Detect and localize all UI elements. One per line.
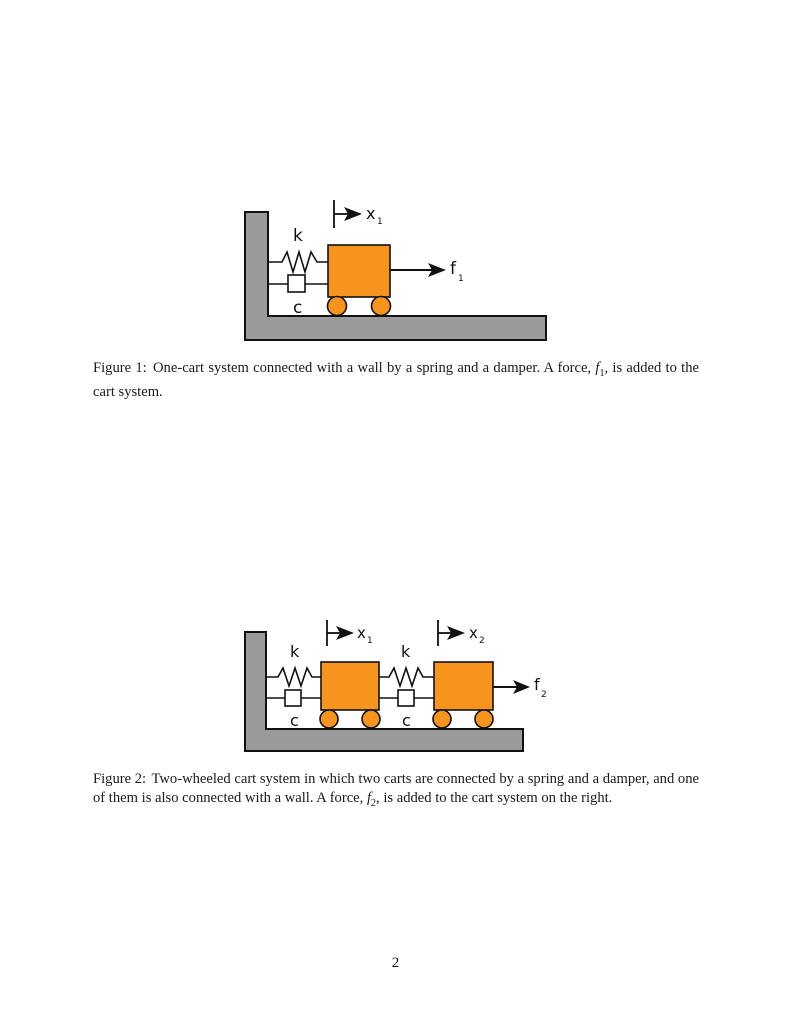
caption-text: Two-wheeled cart system in which two carts are connected by a spring and a damper, and one of them is also connected with a wall. A force, (93, 771, 699, 806)
force-arrow (390, 263, 446, 277)
f1-label: f (450, 259, 456, 279)
figure-2-diagram (0, 600, 791, 760)
x1-subscript: 1 (367, 636, 373, 646)
caption-label: Figure 1: (93, 360, 147, 376)
spring-label: k (293, 226, 303, 246)
displacement-marker (334, 200, 362, 228)
displacement-marker (327, 620, 354, 646)
damper (268, 275, 328, 292)
cart (328, 245, 390, 297)
caption-force-sub: 2 (371, 797, 377, 809)
caption-text: , is added to the cart system. (93, 360, 699, 400)
figure-1-caption (93, 359, 699, 402)
wheel (433, 710, 451, 728)
x2-subscript: 2 (479, 636, 485, 646)
caption-force: f (366, 790, 372, 806)
wheel (328, 297, 347, 316)
f2-label: f (534, 675, 540, 694)
wheel (475, 710, 493, 728)
caption-text: One-cart system connected with a wall by a spring and a damper. A force, (153, 360, 592, 376)
cart (321, 662, 379, 710)
f2-subscript: 2 (541, 690, 547, 700)
spring-label: k (401, 642, 411, 661)
spring-label: k (290, 642, 300, 661)
x1-subscript: 1 (377, 217, 383, 227)
wheel (320, 710, 338, 728)
caption-text: , is added to the cart system on the right. (376, 790, 613, 806)
figure-2-caption (93, 770, 699, 813)
spring (268, 252, 328, 272)
displacement-marker (438, 620, 465, 646)
x2-label: x (469, 624, 478, 642)
damper (266, 690, 321, 706)
damper (379, 690, 434, 706)
x1-label: x (357, 624, 366, 642)
figure-1-diagram (0, 0, 791, 360)
f1-subscript: 1 (458, 274, 464, 284)
caption-force-sub: 1 (599, 367, 605, 379)
force-arrow (493, 680, 530, 694)
cart (434, 662, 493, 710)
damper-label: c (290, 711, 299, 730)
caption-label: Figure 2: (93, 771, 147, 787)
caption-force: f (595, 360, 600, 376)
page-number: 2 (391, 955, 400, 971)
x1-label: x (366, 204, 376, 223)
damper-label: c (402, 711, 411, 730)
damper-label: c (293, 298, 303, 318)
wheel (372, 297, 391, 316)
wheel (362, 710, 380, 728)
spring (379, 668, 434, 686)
spring (266, 668, 321, 686)
